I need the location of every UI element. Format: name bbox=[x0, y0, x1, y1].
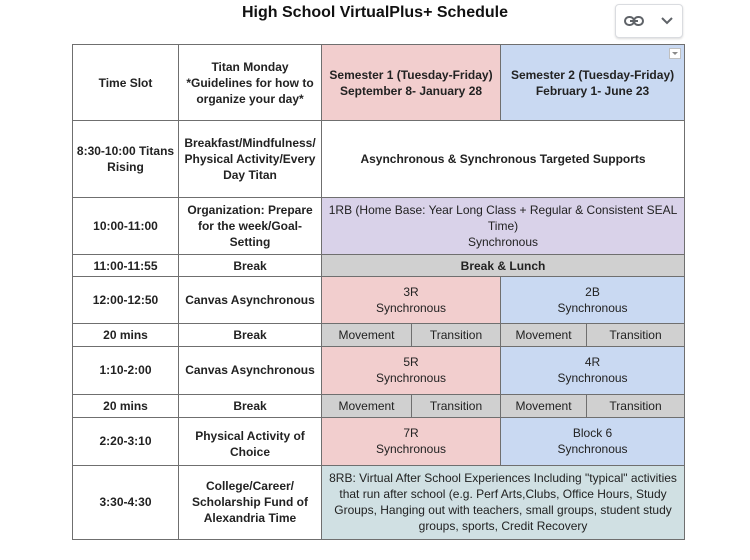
table-row bbox=[73, 121, 685, 198]
home-base-cell bbox=[322, 198, 685, 255]
header-titan-monday: Titan Monday *Guidelines for how to organize your day* bbox=[179, 45, 322, 121]
block-mode: Synchronous bbox=[557, 371, 628, 386]
home-base-label: 1RB (Home Base: Year Long Class + Regular & Consistent SEAL Time) bbox=[328, 203, 678, 234]
column-dropdown-icon[interactable] bbox=[669, 48, 681, 59]
block-label: Block 6 bbox=[572, 426, 613, 441]
monday-cell: Breakfast/Mindfulness/ Physical Activity/Every Day Titan bbox=[179, 121, 322, 198]
block-label: 2B bbox=[585, 284, 600, 299]
table-row bbox=[73, 346, 685, 394]
table-row bbox=[73, 465, 685, 539]
after-school-cell: 8RB: Virtual After School Experiences Including "typical" activities that run after school (e.g. Perf Arts,Clubs, Office Hours, Study Groups, Hanging out with teachers, small groups, student study groups, sports, Credit Recovery bbox=[322, 465, 685, 539]
movement-cell: Movement bbox=[501, 323, 587, 346]
time-cell: 1:10-2:00 bbox=[73, 346, 179, 394]
block-label: 4R bbox=[584, 355, 601, 370]
block-mode: Synchronous bbox=[557, 442, 628, 457]
link-widget[interactable] bbox=[615, 4, 683, 38]
time-cell: 10:00-11:00 bbox=[73, 198, 179, 255]
monday-cell: College/Career/ Scholarship Fund of Alexandria Time bbox=[179, 465, 322, 539]
semester-2-label: Semester 2 (Tuesday-Friday) bbox=[510, 67, 675, 82]
time-cell: 11:00-11:55 bbox=[73, 255, 179, 277]
semester-2-cell bbox=[501, 277, 685, 323]
table-row bbox=[73, 198, 685, 255]
block-mode: Synchronous bbox=[557, 300, 628, 315]
chevron-down-icon[interactable] bbox=[652, 5, 682, 37]
semester-1-label: Semester 1 (Tuesday-Friday) bbox=[329, 67, 493, 82]
header-semester-2 bbox=[501, 45, 685, 121]
monday-cell: Break bbox=[179, 394, 322, 417]
semester-1-dates: September 8- January 28 bbox=[339, 83, 483, 98]
block-mode: Synchronous bbox=[375, 300, 447, 315]
block-label: 5R bbox=[403, 355, 419, 370]
home-base-mode: Synchronous bbox=[467, 235, 539, 250]
time-cell: 12:00-12:50 bbox=[73, 277, 179, 323]
movement-cell: Movement bbox=[322, 394, 412, 417]
monday-cell: Organization: Prepare for the week/Goal-Setting bbox=[179, 198, 322, 255]
table-row bbox=[73, 277, 685, 323]
time-cell: 8:30-10:00 Titans Rising bbox=[73, 121, 179, 198]
break-lunch-cell: Break & Lunch bbox=[322, 255, 685, 277]
time-cell: 2:20-3:10 bbox=[73, 417, 179, 465]
page-title: High School VirtualPlus+ Schedule bbox=[242, 4, 508, 21]
table-row bbox=[73, 323, 685, 346]
time-cell: 20 mins bbox=[73, 394, 179, 417]
block-label: 7R bbox=[403, 426, 419, 441]
transition-cell: Transition bbox=[412, 394, 501, 417]
monday-cell: Physical Activity of Choice bbox=[179, 417, 322, 465]
monday-cell: Canvas Asynchronous bbox=[179, 346, 322, 394]
table-row bbox=[73, 394, 685, 417]
table-row bbox=[73, 417, 685, 465]
monday-cell: Canvas Asynchronous bbox=[179, 277, 322, 323]
block-mode: Synchronous bbox=[375, 442, 447, 457]
semester-2-dates: February 1- June 23 bbox=[535, 83, 650, 98]
schedule-table bbox=[72, 44, 685, 540]
header-semester-1 bbox=[322, 45, 501, 121]
transition-cell: Transition bbox=[587, 323, 685, 346]
monday-cell: Break bbox=[179, 255, 322, 277]
time-cell: 3:30-4:30 bbox=[73, 465, 179, 539]
semester-1-cell bbox=[322, 417, 501, 465]
transition-cell: Transition bbox=[412, 323, 501, 346]
semester-2-cell bbox=[501, 417, 685, 465]
transition-cell: Transition bbox=[587, 394, 685, 417]
link-icon[interactable] bbox=[616, 5, 652, 37]
movement-cell: Movement bbox=[501, 394, 587, 417]
semester-1-cell bbox=[322, 277, 501, 323]
semester-1-cell bbox=[322, 346, 501, 394]
movement-cell: Movement bbox=[322, 323, 412, 346]
time-cell: 20 mins bbox=[73, 323, 179, 346]
span-cell: Asynchronous & Synchronous Targeted Supports bbox=[322, 121, 685, 198]
block-label: 3R bbox=[403, 284, 419, 299]
header-row bbox=[73, 45, 685, 121]
semester-2-cell bbox=[501, 346, 685, 394]
block-mode: Synchronous bbox=[375, 371, 447, 386]
table-row bbox=[73, 255, 685, 277]
header-time-slot: Time Slot bbox=[73, 45, 179, 121]
monday-cell: Break bbox=[179, 323, 322, 346]
